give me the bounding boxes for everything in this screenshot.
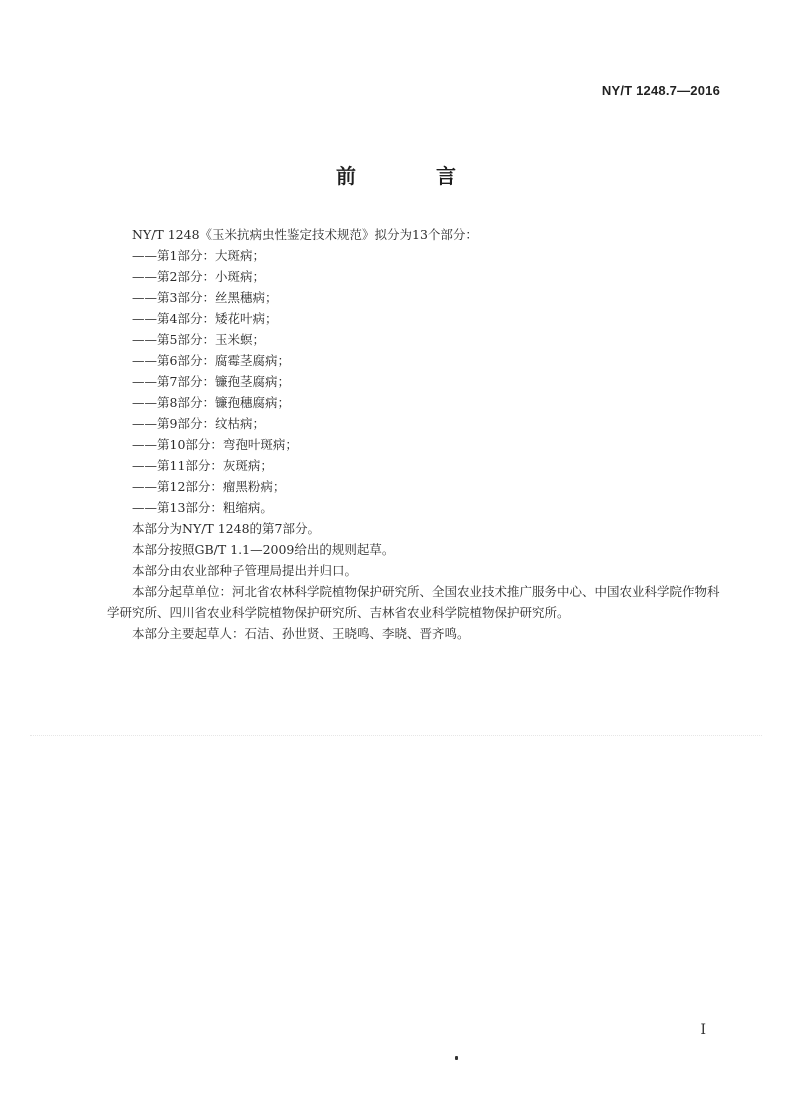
list-item: ——第4部分：矮花叶病； [132,311,278,326]
list-item: ——第11部分：灰斑病； [132,458,273,473]
part-statement-paragraph: 本部分为NY/T 1248的第7部分。 [132,521,320,536]
list-item: ——第10部分：弯孢叶斑病； [132,437,298,452]
list-item: ——第9部分：纹枯病； [132,416,265,431]
faint-divider [30,735,762,736]
list-item: ——第6部分：腐霉茎腐病； [132,353,290,368]
list-item: ——第12部分：瘤黑粉病； [132,479,286,494]
drafters-paragraph: 本部分主要起草人：石洁、孙世贤、王晓鸣、李晓、晋齐鸣。 [132,626,470,641]
standard-code: NY/T 1248.7—2016 [601,83,720,98]
scan-speck [455,1056,458,1060]
list-item: ——第5部分：玉米螟； [132,332,265,347]
list-item: ——第7部分：镰孢茎腐病； [132,374,290,389]
document-body [107,224,721,644]
page-title: 前 言 [336,164,486,188]
drafting-units-paragraph: 本部分起草单位：河北省农林科学院植物保护研究所、全国农业技术推广服务中心、中国农业科学院作物科学研究所、四川省农业科学院植物保护研究所、吉林省农业科学院植物保护研究所。 [107,584,720,620]
list-item: ——第8部分：镰孢穗腐病； [132,395,290,410]
drafting-rules-paragraph: 本部分按照GB/T 1.1—2009给出的规则起草。 [132,542,395,557]
proposer-paragraph: 本部分由农业部种子管理局提出并归口。 [132,563,358,578]
list-item: ——第13部分：粗缩病。 [132,500,273,515]
list-item: ——第1部分：大斑病； [132,248,265,263]
list-item: ——第3部分：丝黑穗病； [132,290,278,305]
intro-paragraph: NY/T 1248《玉米抗病虫性鉴定技术规范》拟分为13个部分： [132,227,478,242]
page-number: I [700,1022,706,1038]
parts-list [107,245,721,518]
list-item: ——第2部分：小斑病； [132,269,265,284]
